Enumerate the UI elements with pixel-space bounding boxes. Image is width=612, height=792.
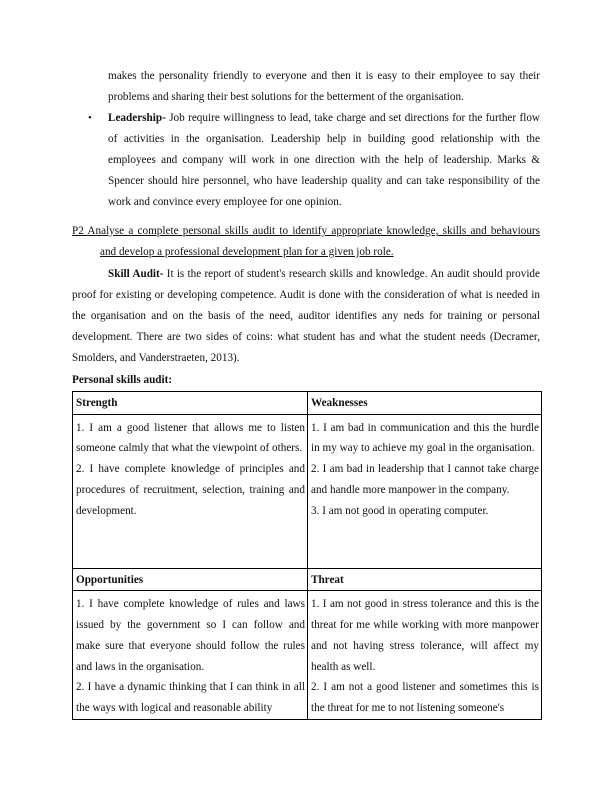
strength-header: Strength xyxy=(73,392,308,415)
audit-title: Personal skills audit: xyxy=(72,374,173,386)
skill-audit-paragraph xyxy=(72,264,540,369)
swot-table xyxy=(72,391,542,720)
threat-cell xyxy=(308,591,542,719)
threat-item: 2. I am not a good listener and sometimes this is the threat for me to not listening someone's xyxy=(311,681,539,714)
skill-audit-text: It is the report of student's research skills and knowledge. An audit should provide proof for existing or developing competence. Audit is done with the consideration of what is needed in the organisation and on the basis of the need, auditor identifies any neds for training or personal development. There are two sides of coins: what student has and what the student needs (Decramer, Smolders, and Vanderstraeten, 2013). xyxy=(72,268,540,364)
document-page xyxy=(72,66,540,720)
opportunity-header: Opportunities xyxy=(73,568,308,591)
strength-item: 1. I am a good listener that allows me to listen someone calmly that what the viewpoint of others. xyxy=(76,421,305,455)
table-row xyxy=(73,414,542,568)
weakness-item: 1. I am bad in communication and this the hurdle in my way to achieve my goal in the organisation. xyxy=(311,421,539,455)
weakness-item: 2. I am bad in leadership that I cannot take charge and handle more manpower in the company. xyxy=(311,463,539,496)
p2-heading: P2 Analyse a complete personal skills audit to identify appropriate knowledge, skills and behaviours and develop a professional development plan for a given job role. xyxy=(72,225,540,258)
leadership-text: Job require willingness to lead, take charge and set directions for the further flow of activities in the organisation. Leadership help in building good relationship with the employees and company will work in one direction with the help of leadership. Marks & Spencer should hire personnel, who have leadership quality and can take responsibility of the work and convince every employee for one opinion. xyxy=(108,112,540,208)
strength-item: 2. I have complete knowledge of principles and procedures of recruitment, selection, training and development. xyxy=(76,463,305,517)
opportunity-item: 2. I have a dynamic thinking that I can think in all the ways with logical and reasonable ability xyxy=(76,681,305,714)
opportunity-cell xyxy=(73,591,308,719)
threat-item: 1. I am not good in stress tolerance and this is the threat for me while working with more manpower and not having stress tolerance, will affect my health as well. xyxy=(311,598,539,673)
strength-cell xyxy=(73,414,308,568)
weakness-cell xyxy=(308,414,542,568)
table-row xyxy=(73,392,542,415)
table-row xyxy=(73,568,542,591)
opportunity-item: 1. I have complete knowledge of rules and laws issued by the government so I can follow and make sure that everyone should follow the rules and laws in the organisation. xyxy=(76,598,305,673)
leadership-term: Leadership- xyxy=(108,112,166,124)
threat-header: Threat xyxy=(308,568,542,591)
table-row xyxy=(73,591,542,719)
weakness-header: Weaknesses xyxy=(308,392,542,415)
weakness-item: 3. I am not good in operating computer. xyxy=(311,504,489,517)
bullet-icon: • xyxy=(88,112,92,124)
intro-continuation: makes the personality friendly to everyone and then it is easy to their employee to say their problems and sharing their best solutions for the betterment of the organisation. xyxy=(108,70,540,103)
skill-audit-term: Skill Audit- xyxy=(108,268,164,280)
leadership-bullet xyxy=(88,108,540,213)
